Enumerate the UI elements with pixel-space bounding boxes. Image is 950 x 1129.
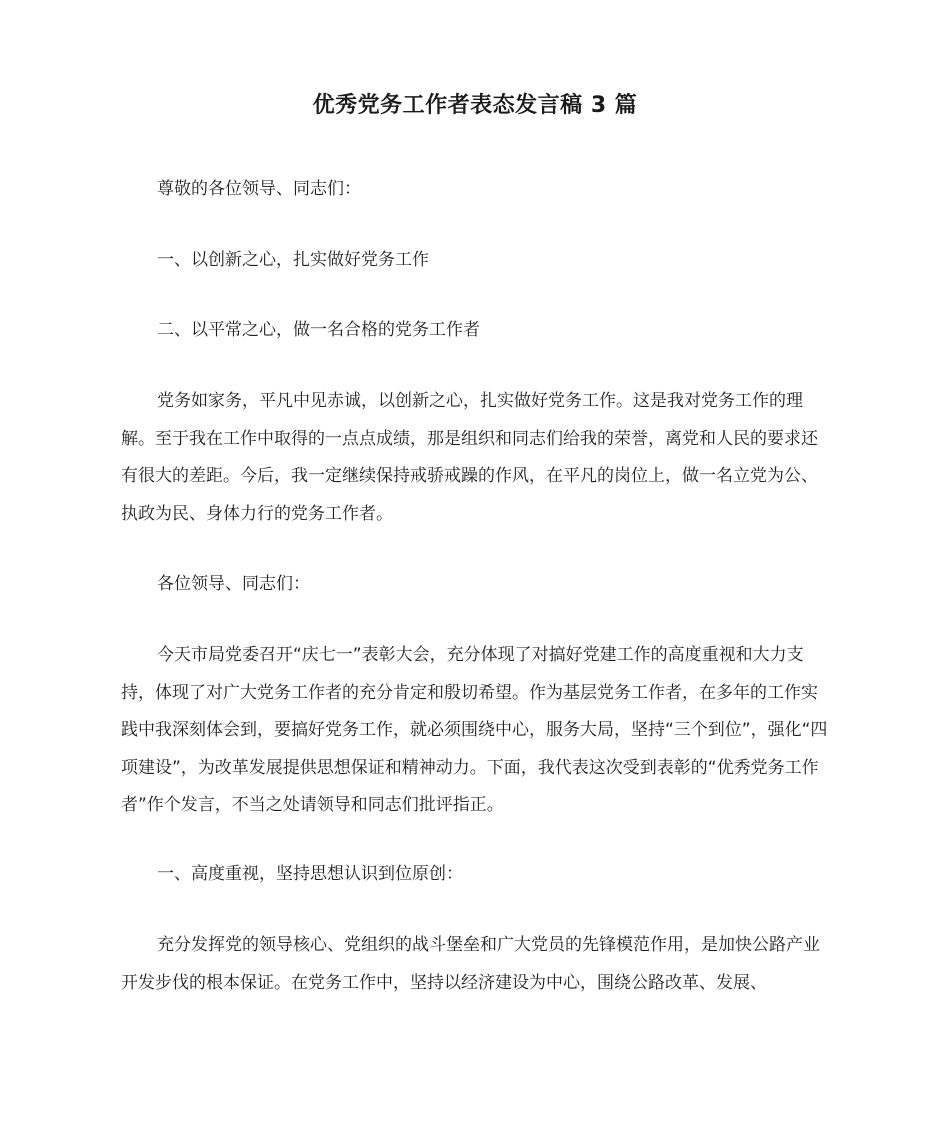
paragraph-heading-3: 一、高度重视，坚持思想认识到位原创： [157, 864, 463, 884]
document-title: 优秀党务工作者表态发言稿 3 篇 [312, 93, 638, 118]
paragraph-heading-2: 二、以平常之心，做一名合格的党务工作者 [157, 320, 480, 340]
paragraph-body-1: 党务如家务，平凡中见赤诚，以创新之心，扎实做好党务工作。这是我对党务工作的理解。至于我在工作中取得的一点点成绩，那是组织和同志们给我的荣誉，离党和人民的要求还有很大的差距。今后，我一定继续保持戒骄戒躁的作风，在平凡的岗位上，做一名立党为公、执政为民、身体力行的党务工作者。 [121, 391, 818, 524]
paragraph-body-2: 今天市局党委召开“庆七一”表彰大会，充分体现了对搞好党建工作的高度重视和大力支持，体现了对广大党务工作者的充分肯定和殷切希望。作为基层党务工作者，在多年的工作实践中我深刻体会到，要搞好党务工作，就必须围绕中心，服务大局，坚持“三个到位”，强化“四项建设”，为改革发展提供思想保证和精神动力。下面，我代表这次受到表彰的“优秀党务工作者”作个发言，不当之处请领导和同志们批评指正。 [121, 645, 828, 815]
paragraph-salutation-2: 各位领导、同志们： [157, 574, 310, 594]
paragraph-salutation: 尊敬的各位领导、同志们： [157, 179, 361, 199]
paragraph-body-3: 充分发挥党的领导核心、党组织的战斗堡垒和广大党员的先锋模范作用，是加快公路产业开发步伐的根本保证。在党务工作中，坚持以经济建设为中心，围绕公路改革、发展、 [121, 935, 820, 993]
paragraph-heading-1: 一、以创新之心，扎实做好党务工作 [157, 250, 429, 270]
